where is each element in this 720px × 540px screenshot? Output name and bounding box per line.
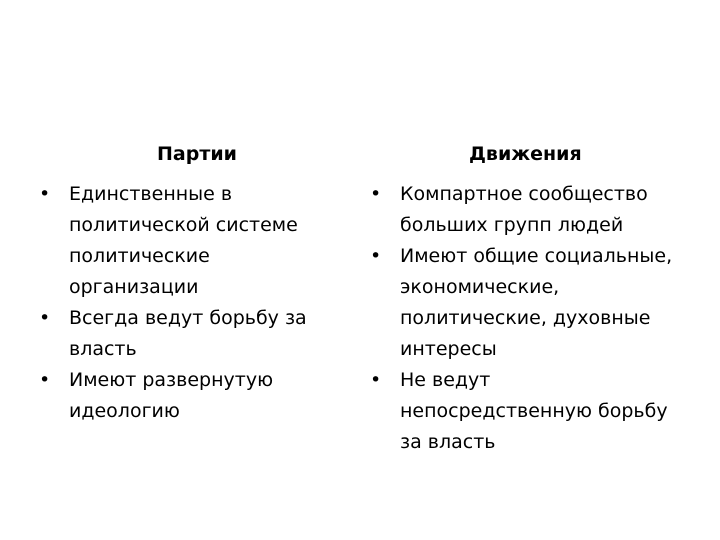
- bullet-icon: •: [370, 183, 382, 205]
- movements-column: [365, 140, 685, 458]
- list-item-text: Не ведут непосредственную борьбу за власть: [400, 369, 668, 453]
- parties-list: [34, 179, 334, 427]
- list-item: [365, 365, 685, 458]
- parties-column: [34, 140, 334, 427]
- list-item: [34, 303, 334, 365]
- list-item-text: Всегда ведут борьбу за власть: [69, 307, 307, 360]
- list-item: [365, 179, 685, 241]
- movements-heading: Движения: [469, 143, 582, 165]
- list-item: [34, 365, 334, 427]
- list-item: [365, 241, 685, 365]
- bullet-icon: •: [39, 369, 51, 391]
- bullet-icon: •: [39, 183, 51, 205]
- list-item-text: Единственные в политической системе политические организации: [69, 183, 298, 298]
- list-item-text: Имеют развернутую идеологию: [69, 369, 274, 422]
- list-item-text: Компартное сообщество больших групп людей: [400, 183, 648, 236]
- list-item: [34, 179, 334, 303]
- bullet-icon: •: [370, 369, 382, 391]
- bullet-icon: •: [370, 245, 382, 267]
- list-item-text: Имеют общие социальные, экономические, политические, духовные интересы: [400, 245, 673, 360]
- parties-heading: Партии: [157, 143, 237, 165]
- movements-list: [365, 179, 685, 458]
- bullet-icon: •: [39, 307, 51, 329]
